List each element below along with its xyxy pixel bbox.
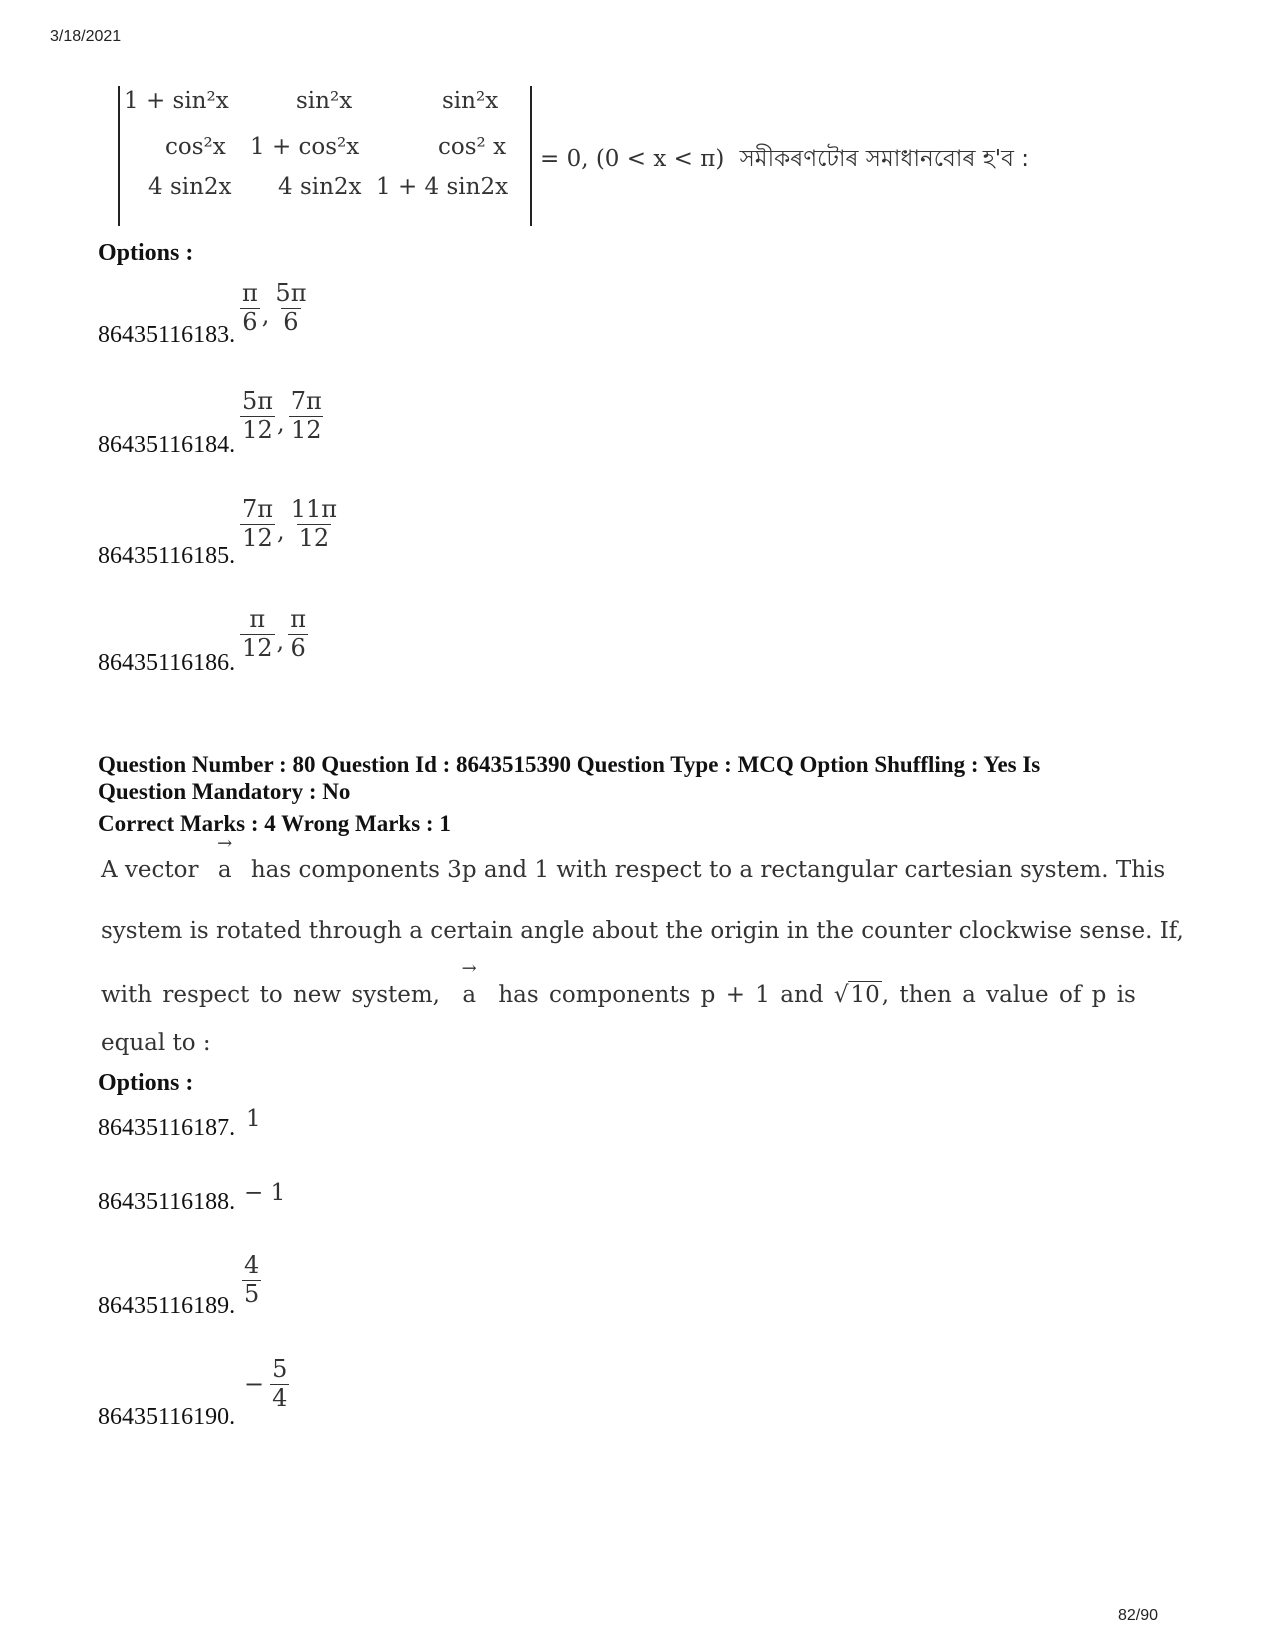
options-label: Options : [98,1070,194,1096]
equation-tail [540,140,1029,179]
det-r3c3: 1 + 4 sin2x [376,174,509,200]
option-id: 86435116190. [98,1404,236,1430]
option-value: $\frac{5\pi}{12}$ , $\frac{7\pi}{12}$ [242,387,322,444]
vector-a [461,958,477,1008]
frac-num: 7π [242,495,274,523]
frac-num: π [249,605,266,633]
option-id: 86435116185. [98,543,236,569]
frac-den: 6 [242,307,258,336]
vector-arrow-icon: → [217,833,233,854]
vector-symbol: a [217,857,232,883]
text-span: , then a value of p is [881,982,1136,1008]
frac-den: 12 [290,415,322,444]
sqrt-value: 10 [850,982,880,1008]
det-r1c3: sin²x [442,88,499,114]
question-text-line [101,958,1136,1008]
equation-condition: = 0, (0 < x < π) [540,146,725,172]
text-span: with respect to new system, [101,982,440,1008]
frac-num: π [290,605,306,633]
det-r1c1: 1 + sin²x [124,88,229,114]
option-id: 86435116183. [98,322,236,348]
frac-num: π [242,279,258,307]
sqrt-expression: √10 [833,982,880,1008]
frac-den: 6 [290,633,306,662]
frac-num: 5π [275,279,307,307]
det-r3c1: 4 sin2x [148,174,232,200]
question-text-line: system is rotated through a certain angle about the origin in the counter clockwise sense. If, [101,918,1184,944]
question-text-line: equal to : [101,1030,211,1056]
determinant [118,86,532,226]
question-mandatory: Question Mandatory : No [98,779,351,804]
frac-num: 5π [242,387,274,415]
frac-num: 4 [244,1251,260,1279]
option-value: $\frac{7\pi}{12}$ , $\frac{11\pi}{12}$ [242,495,337,552]
det-r2c1: cos²x [165,134,226,160]
option-id: 86435116186. [98,650,236,676]
frac-den: 4 [272,1383,288,1412]
frac-den: 12 [298,523,330,552]
frac-num: 11π [290,495,337,523]
page-number: 82/90 [1118,1607,1159,1624]
det-r2c2: 1 + cos²x [250,134,360,160]
text-span: has components 3p and 1 with respect to a rectangular cartesian system. This [250,857,1166,883]
frac-num: 5 [272,1355,288,1383]
question-marks: Correct Marks : 4 Wrong Marks : 1 [98,811,451,836]
question-meta: Question Number : 80 Question Id : 8643515390 Question Type : MCQ Option Shuffling : Yes Is [98,752,1041,777]
option-id: 86435116184. [98,432,236,458]
option-value: $\frac{\pi}{12}$ , $\frac{\pi}{6}$ [242,605,306,662]
page-date: 3/18/2021 [50,28,122,45]
det-r3c2: 4 sin2x [278,174,362,200]
option-value: 1 [246,1106,261,1132]
vector-a [217,833,233,883]
option-id: 86435116189. [98,1293,236,1319]
option-value [244,1356,289,1412]
minus-sign: − [244,1370,265,1399]
frac-den: 12 [242,523,273,552]
vector-arrow-icon: → [461,958,477,979]
assamese-question-text: সমীকৰণটোৰ সমাধানবোৰ হ'ব : [739,146,1029,172]
text-span: A vector [101,857,199,883]
text-span: has components p + 1 and [498,982,824,1008]
question-text-line [101,833,1166,883]
det-r1c2: sin²x [296,88,353,114]
frac-num: 7π [290,387,322,415]
option-value: $\frac{\pi}{6}$ , $\frac{5\pi}{6}$ [242,279,307,336]
frac-den: 5 [244,1279,260,1308]
frac-den: 12 [242,633,273,662]
option-value: − 1 [244,1180,286,1206]
frac-den: 6 [283,307,299,336]
option-value [242,1252,261,1308]
frac-den: 12 [242,415,273,444]
options-label: Options : [98,240,194,266]
option-id: 86435116187. [98,1115,236,1141]
vector-symbol: a [462,982,477,1008]
det-r2c3: cos² x [438,134,507,160]
option-id: 86435116188. [98,1189,236,1215]
